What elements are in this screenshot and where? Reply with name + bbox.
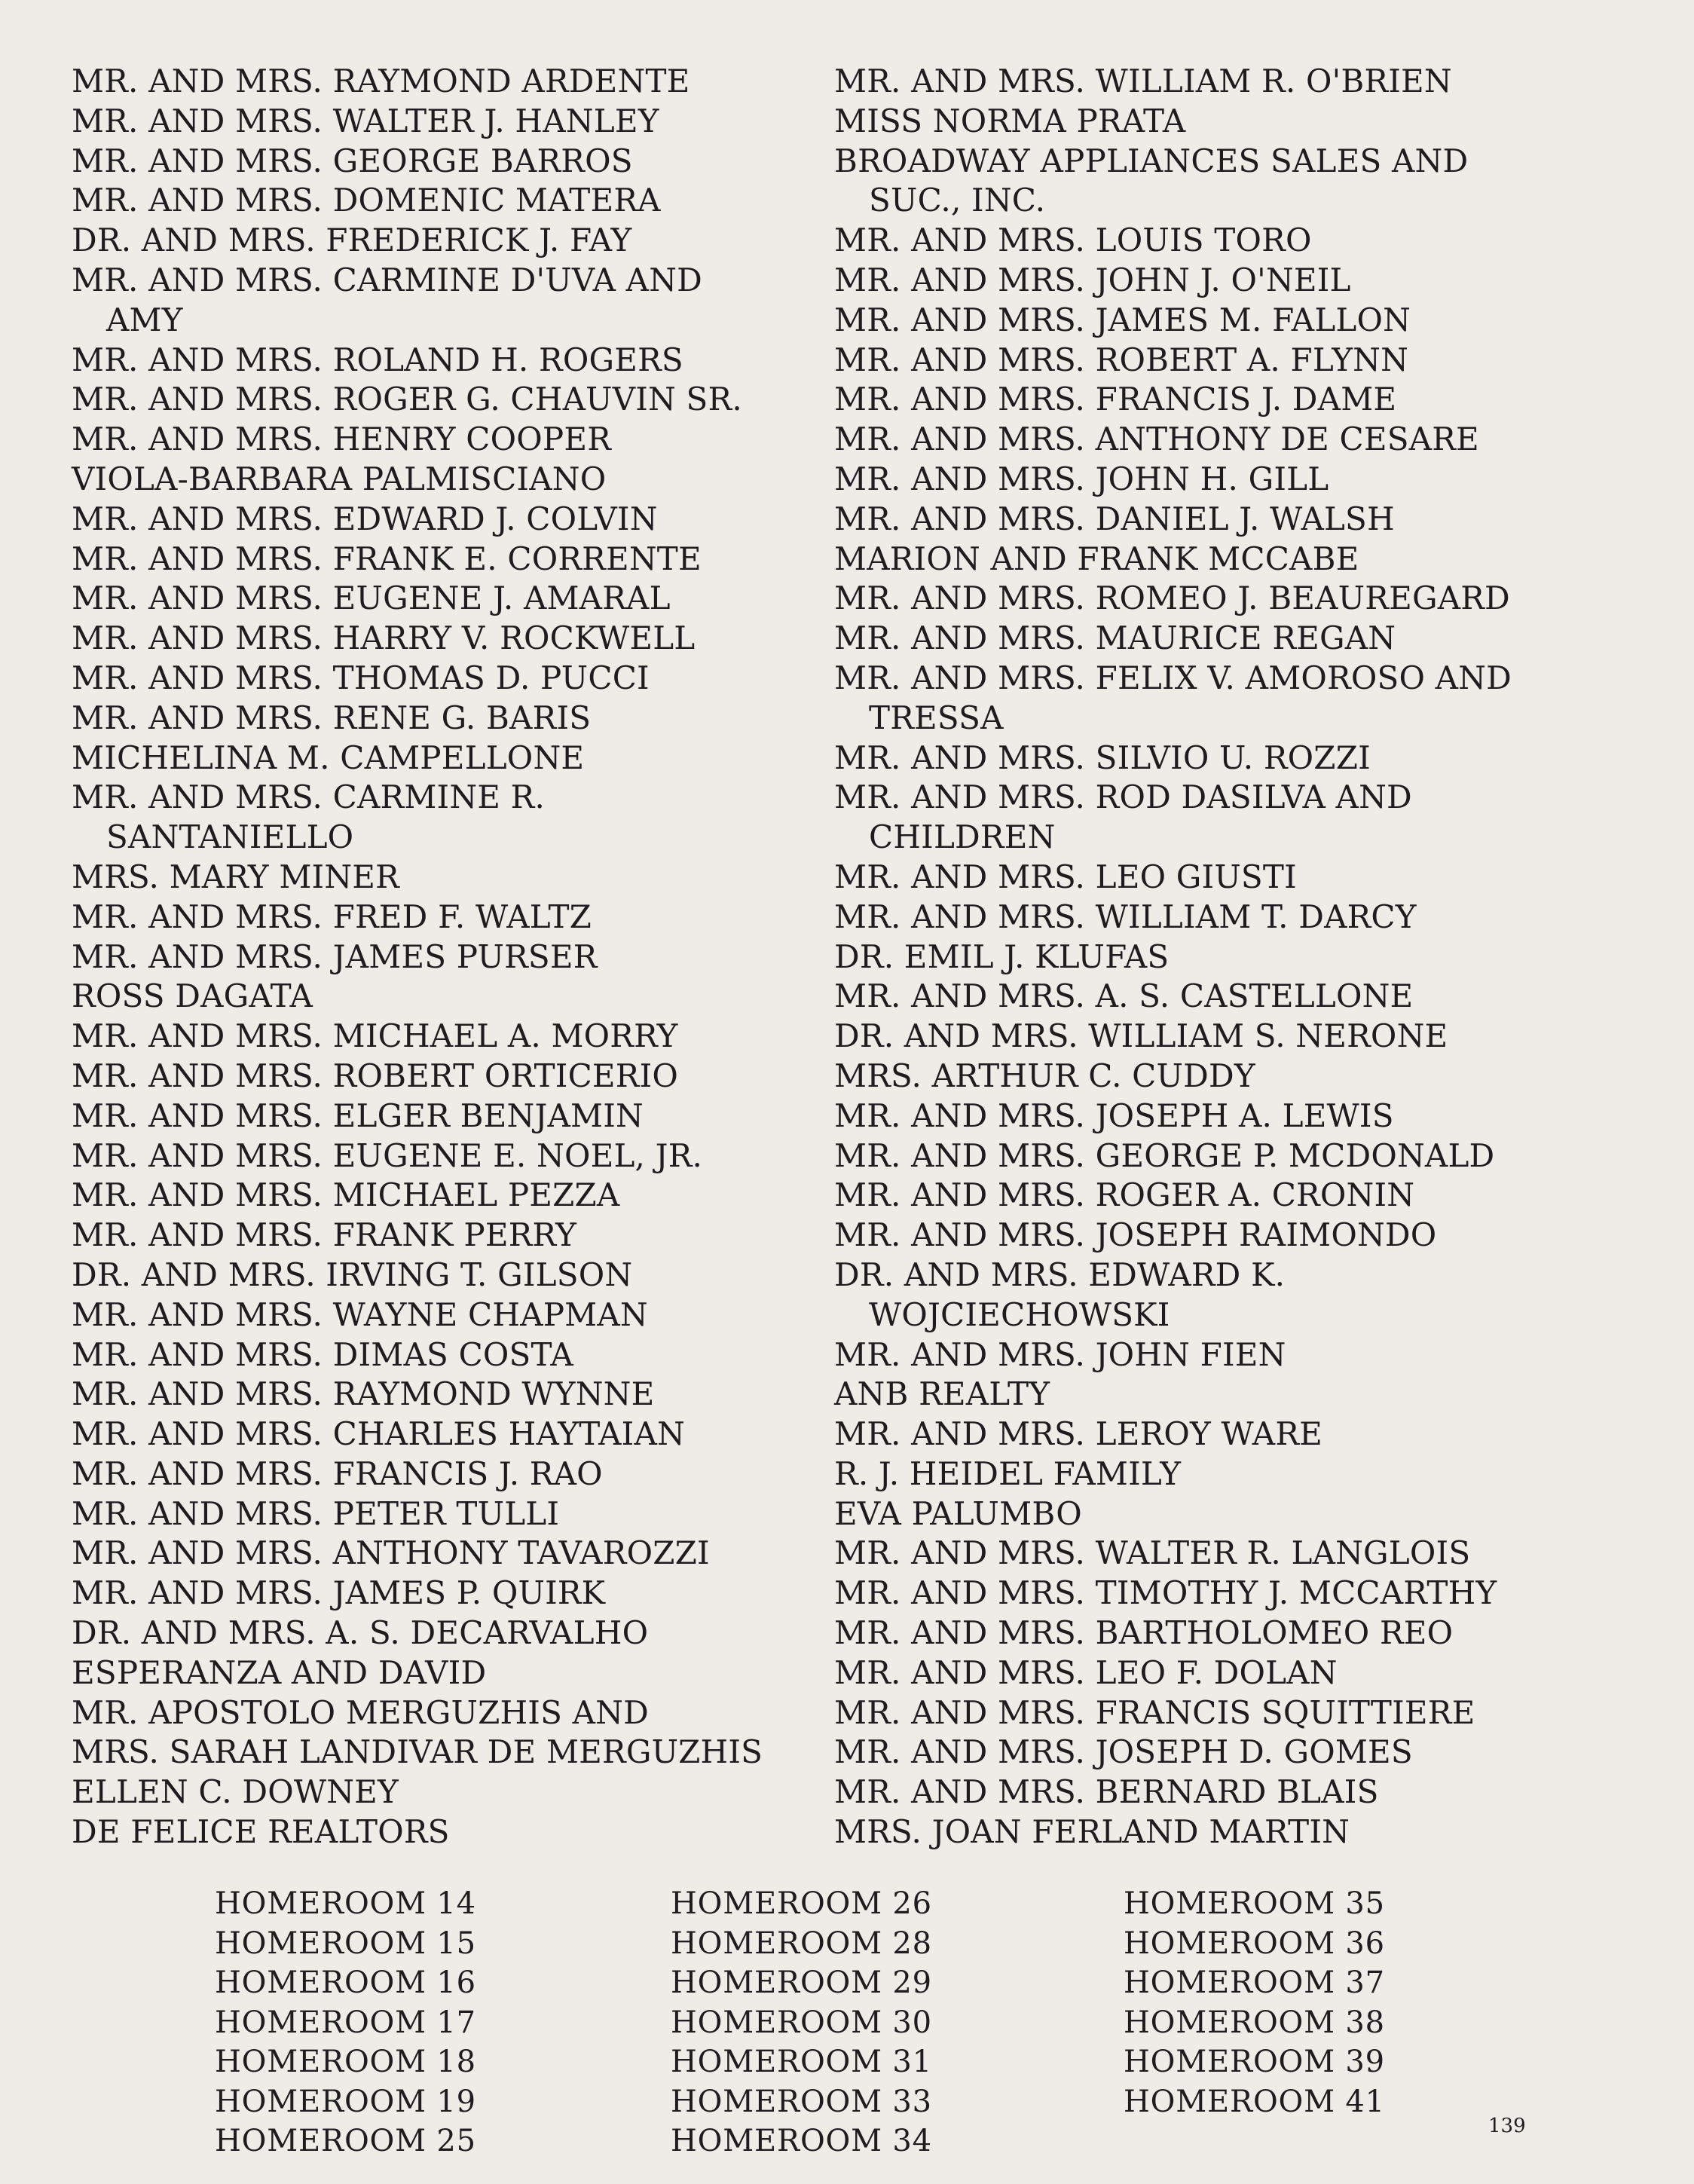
patron-entry: EVA PALUMBO [834, 1494, 1082, 1532]
patron-entry: MR. AND MRS. JAMES M. FALLON [834, 301, 1411, 338]
patron-entry: MR. AND MRS. FRED F. WALTZ [72, 898, 592, 935]
patron-entry: DR. AND MRS. FREDERICK J. FAY [72, 222, 632, 259]
patron-entry: MR. AND MRS. WALTER J. HANLEY [72, 102, 659, 139]
patron-entry: MRS. ARTHUR C. CUDDY [834, 1057, 1255, 1094]
patron-entry: MR. AND MRS. JOSEPH A. LEWIS [834, 1097, 1394, 1134]
patron-entry: MR. AND MRS. TIMOTHY J. MCCARTHY [834, 1574, 1497, 1612]
patron-entry: MR. AND MRS. CARMINE R. [72, 778, 546, 816]
homeroom-entry: HOMEROOM 35 [1124, 1886, 1385, 1921]
patron-entry-continuation: SUC., INC. [869, 182, 1046, 219]
patron-entry: MR. AND MRS. SILVIO U. ROZZI [834, 739, 1371, 776]
patron-entry: MR. AND MRS. WAYNE CHAPMAN [72, 1295, 648, 1333]
patron-entry: MR. AND MRS. FELIX V. AMOROSO AND [834, 659, 1512, 696]
patron-entry: ELLEN C. DOWNEY [72, 1773, 399, 1811]
homeroom-entry: HOMEROOM 29 [671, 1965, 932, 2000]
patron-entry: MR. AND MRS. DOMENIC MATERA [72, 182, 661, 219]
homeroom-list-1 [215, 1884, 476, 2161]
patron-entry: MR. AND MRS. HARRY V. ROCKWELL [72, 619, 696, 657]
patron-entry: DR. AND MRS. WILLIAM S. NERONE [834, 1017, 1448, 1055]
homeroom-entry: HOMEROOM 28 [671, 1926, 932, 1961]
homeroom-entry: HOMEROOM 25 [215, 2124, 476, 2158]
patron-entry: MR. AND MRS. ROMEO J. BEAUREGARD [834, 580, 1510, 617]
patron-entry: MR. AND MRS. BERNARD BLAIS [834, 1773, 1379, 1811]
patron-entry: MR. AND MRS. RENE G. BARIS [72, 699, 592, 736]
patron-entry: MR. AND MRS. HENRY COOPER [72, 421, 612, 458]
patron-entry: MR. AND MRS. JOHN J. O'NEIL [834, 261, 1351, 298]
patron-entry-continuation: SANTANIELLO [106, 818, 354, 856]
patron-entry: MR. AND MRS. FRANCIS J. DAME [834, 381, 1397, 418]
patron-entry: MRS. MARY MINER [72, 858, 399, 895]
patron-list-left [72, 62, 818, 1852]
patron-entry: DR. EMIL J. KLUFAS [834, 938, 1170, 975]
patron-entry: MR. AND MRS. FRANCIS SQUITTIERE [834, 1693, 1475, 1731]
patron-entry: MR. AND MRS. WALTER R. LANGLOIS [834, 1534, 1471, 1572]
patron-entry: MR. AND MRS. JOHN H. GILL [834, 460, 1329, 497]
patron-entry: MR. AND MRS. A. S. CASTELLONE [834, 977, 1414, 1015]
patron-entry: MR. AND MRS. JOSEPH RAIMONDO [834, 1216, 1437, 1254]
patron-entry: MR. AND MRS. CARMINE D'UVA AND [72, 261, 703, 298]
patron-entry: MR. AND MRS. ANTHONY DE CESARE [834, 421, 1479, 458]
patron-entry: MR. AND MRS. FRANK PERRY [72, 1216, 577, 1254]
patron-entry: MR. AND MRS. WILLIAM R. O'BRIEN [834, 63, 1452, 99]
patron-entry: MR. AND MRS. MICHAEL PEZZA [72, 1176, 620, 1214]
patron-entry: MR. AND MRS. PETER TULLI [72, 1494, 560, 1532]
patron-entry: MR. AND MRS. LOUIS TORO [834, 222, 1312, 259]
patron-entry: MISS NORMA PRATA [834, 102, 1186, 139]
patron-entry: BROADWAY APPLIANCES SALES AND [834, 142, 1469, 179]
homeroom-entry: HOMEROOM 37 [1124, 1965, 1385, 2000]
homeroom-entry: HOMEROOM 18 [215, 2045, 476, 2079]
homeroom-entry: HOMEROOM 15 [215, 1926, 476, 1961]
patron-entry: MR. AND MRS. ROLAND H. ROGERS [72, 341, 683, 378]
patron-entry: MRS. JOAN FERLAND MARTIN [834, 1813, 1350, 1851]
page-number: 139 [1488, 2115, 1526, 2137]
patron-entry: MR. AND MRS. ELGER BENJAMIN [72, 1097, 644, 1134]
homeroom-entry: HOMEROOM 30 [671, 2005, 932, 2040]
homeroom-entry: HOMEROOM 34 [671, 2124, 932, 2158]
patron-entry-continuation: TRESSA [869, 699, 1004, 736]
patron-entry-continuation: WOJCIECHOWSKI [869, 1295, 1170, 1333]
patron-entry: MR. AND MRS. RAYMOND WYNNE [72, 1375, 655, 1413]
patron-entry: DR. AND MRS. A. S. DECARVALHO [72, 1614, 649, 1652]
patron-entry: R. J. HEIDEL FAMILY [834, 1454, 1182, 1492]
patron-entry: MR. AND MRS. LEO GIUSTI [834, 858, 1297, 895]
homeroom-entry: HOMEROOM 31 [671, 2045, 932, 2079]
patron-entry: MR. AND MRS. DANIEL J. WALSH [834, 500, 1395, 537]
patron-entry: MR. AND MRS. ANTHONY TAVAROZZI [72, 1534, 710, 1572]
patron-entry: MR. AND MRS. GEORGE P. MCDONALD [834, 1136, 1495, 1174]
patron-entry: MR. AND MRS. JAMES PURSER [72, 938, 598, 975]
patron-entry: MR. AND MRS. THOMAS D. PUCCI [72, 659, 650, 696]
patron-entry: DR. AND MRS. IRVING T. GILSON [72, 1256, 633, 1293]
homeroom-entry: HOMEROOM 17 [215, 2005, 476, 2040]
patron-entry: MR. AND MRS. WILLIAM T. DARCY [834, 898, 1417, 935]
patron-entry: MICHELINA M. CAMPELLONE [72, 739, 585, 776]
homeroom-entry: HOMEROOM 36 [1124, 1926, 1385, 1961]
patron-list-right [834, 62, 1618, 1852]
patron-entry: MR. AND MRS. ROBERT A. FLYNN [834, 341, 1409, 378]
homeroom-list-2 [671, 1884, 932, 2161]
patron-entry: MR. AND MRS. MICHAEL A. MORRY [72, 1017, 678, 1055]
patron-entry: MR. AND MRS. ROBERT ORTICERIO [72, 1057, 679, 1094]
patron-entry: DR. AND MRS. EDWARD K. [834, 1256, 1286, 1293]
patron-entry: MR. AND MRS. CHARLES HAYTAIAN [72, 1415, 685, 1453]
patron-entry: MR. AND MRS. DIMAS COSTA [72, 1335, 573, 1373]
patron-entry: MR. AND MRS. BARTHOLOMEO REO [834, 1614, 1454, 1652]
patron-entry: DE FELICE REALTORS [72, 1813, 450, 1851]
patron-entry: MR. AND MRS. ROGER G. CHAUVIN SR. [72, 381, 742, 418]
patron-entry: MR. APOSTOLO MERGUZHIS AND [72, 1693, 649, 1731]
patron-entry: MR. AND MRS. LEROY WARE [834, 1415, 1323, 1453]
patron-entry: MR. AND MRS. ROGER A. CRONIN [834, 1176, 1415, 1214]
patron-entry: MARION AND FRANK MCCABE [834, 540, 1359, 577]
patron-entry: MR. AND MRS. MAURICE REGAN [834, 619, 1396, 657]
patron-entry: MRS. SARAH LANDIVAR DE MERGUZHIS [72, 1733, 763, 1771]
homeroom-list-3 [1124, 1884, 1385, 2121]
homeroom-entry: HOMEROOM 14 [215, 1886, 476, 1921]
patron-entry: MR. AND MRS. FRANK E. CORRENTE [72, 540, 702, 577]
homeroom-entry: HOMEROOM 16 [215, 1965, 476, 2000]
patron-entry: MR. AND MRS. JOSEPH D. GOMES [834, 1733, 1413, 1771]
patron-entry: ESPERANZA AND DAVID [72, 1653, 487, 1691]
homeroom-entry: HOMEROOM 19 [215, 2084, 476, 2119]
patron-entry: MR. AND MRS. FRANCIS J. RAO [72, 1454, 603, 1492]
homeroom-entry: HOMEROOM 33 [671, 2084, 932, 2119]
patron-entry: MR. AND MRS. EUGENE E. NOEL, JR. [72, 1136, 703, 1174]
homeroom-entry: HOMEROOM 38 [1124, 2005, 1385, 2040]
patron-entry: MR. AND MRS. ROD DASILVA AND [834, 778, 1412, 816]
homeroom-entry: HOMEROOM 41 [1124, 2084, 1385, 2119]
patron-entry: ROSS DAGATA [72, 977, 313, 1015]
patron-entry: MR. AND MRS. JOHN FIEN [834, 1335, 1286, 1373]
patron-entry: MR. AND MRS. GEORGE BARROS [72, 142, 633, 179]
patron-entry: MR. AND MRS. JAMES P. QUIRK [72, 1574, 606, 1612]
patron-entry: VIOLA-BARBARA PALMISCIANO [72, 460, 607, 497]
patron-entry-continuation: AMY [106, 301, 183, 338]
patron-entry: ANB REALTY [834, 1375, 1050, 1413]
patron-entry: MR. AND MRS. RAYMOND ARDENTE [72, 63, 690, 99]
patron-entry: MR. AND MRS. EUGENE J. AMARAL [72, 580, 671, 617]
patron-entry: MR. AND MRS. LEO F. DOLAN [834, 1653, 1338, 1691]
patron-entry: MR. AND MRS. EDWARD J. COLVIN [72, 500, 658, 537]
homeroom-entry: HOMEROOM 26 [671, 1886, 932, 1921]
homeroom-entry: HOMEROOM 39 [1124, 2045, 1385, 2079]
patron-entry-continuation: CHILDREN [869, 818, 1056, 856]
